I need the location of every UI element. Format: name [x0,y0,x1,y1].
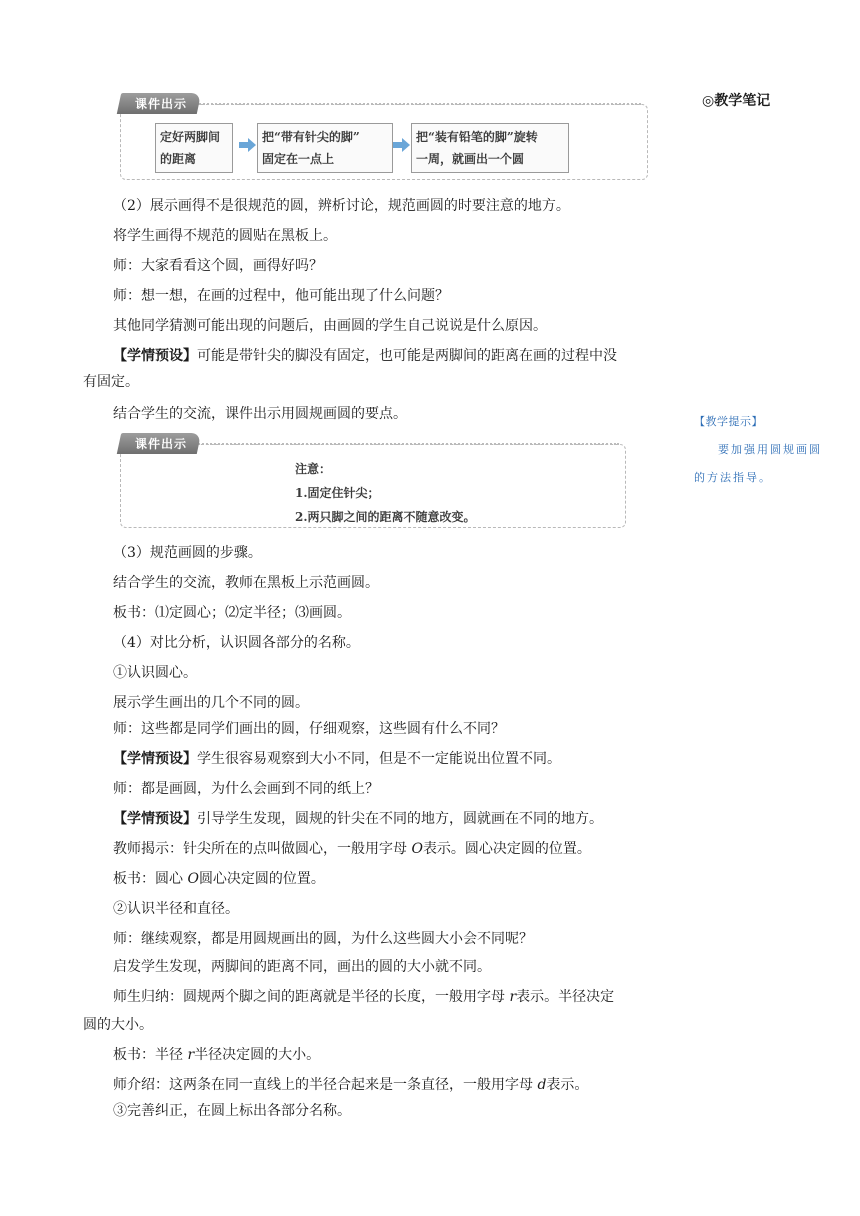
body-line: ①认识圆心。 [113,665,197,681]
courseware-tab [117,93,201,114]
step-box-1 [155,123,233,173]
courseware-tab-label: 课件出示 [135,437,188,451]
preset-tag: 【学情预设】 [113,811,197,827]
panel-divider [191,103,641,105]
body-line: 板书：⑴定圆心；⑵定半径；⑶画圆。 [113,605,351,621]
body-line: 圆的大小。 [83,1017,153,1033]
body-line: 结合学生的交流，教师在黑板上示范画圆。 [113,575,379,591]
body-line: 师介绍：这两条在同一直线上的半径合起来是一条直径，一般用字母 d表示。 [113,1077,589,1093]
teaching-tip [694,408,822,492]
body-line: 【学情预设】引导学生发现，圆规的针尖在不同的地方，圆就画在不同的地方。 [113,811,603,827]
body-line: 【学情预设】可能是带针尖的脚没有固定，也可能是两脚间的距离在画的过程中没 [113,348,617,364]
step-box-3 [411,123,569,173]
step-box-2 [257,123,393,173]
math-symbol: O [411,841,423,857]
step-1-line-2: 的距离 [160,152,197,166]
notice-line-3: 2.两只脚之间的距离不随意改变。 [295,510,476,524]
notice-line-1: 注意： [295,462,332,476]
step-2-line-1: 把“带有针尖的脚” [262,130,360,144]
step-3-line-2: 一周，就画出一个圆 [416,152,525,166]
preset-tag: 【学情预设】 [113,751,197,767]
courseware-panel-steps [120,97,648,180]
body-line: （4）对比分析，认识圆各部分的名称。 [113,635,360,651]
body-line: 将学生画得不规范的圆贴在黑板上。 [113,228,337,244]
courseware-tab-label: 课件出示 [135,97,188,111]
body-line: 【学情预设】学生很容易观察到大小不同，但是不一定能说出位置不同。 [113,751,561,767]
body-line: 师：大家看看这个圆，画得好吗？ [113,258,323,274]
body-line: ②认识半径和直径。 [113,901,239,917]
body-line: 教师揭示：针尖所在的点叫做圆心，一般用字母 O表示。圆心决定圆的位置。 [113,841,591,857]
body-line: 师：继续观察，都是用圆规画出的圆，为什么这些圆大小会不同呢？ [113,931,533,947]
panel-divider [191,443,619,445]
preset-tag: 【学情预设】 [113,348,197,364]
body-line: 板书：半径 r半径决定圆的大小。 [113,1047,321,1063]
body-line: 有固定。 [83,374,139,390]
math-symbol: r [187,1047,195,1063]
body-line: 师：想一想，在画的过程中，他可能出现了什么问题？ [113,288,449,304]
notice-text [295,457,476,529]
courseware-panel-notice [120,437,626,528]
teaching-tip-body: 要加强用圆规画圆的方法指导。 [694,443,822,484]
math-symbol: d [537,1077,547,1093]
body-line: 师：都是画圆，为什么会画到不同的纸上？ [113,781,379,797]
notice-line-2: 1.固定住针尖； [295,486,380,500]
body-line: 板书：圆心 O圆心决定圆的位置。 [113,871,325,887]
body-line: 师生归纳：圆规两个脚之间的距离就是半径的长度，一般用字母 r表示。半径决定 [113,989,615,1005]
body-line: 结合学生的交流，课件出示用圆规画圆的要点。 [113,406,407,422]
body-line: （2）展示画得不是很规范的圆，辨析讨论，规范画圆的时要注意的地方。 [113,198,570,214]
math-symbol: O [187,871,199,887]
body-line: 其他同学猜测可能出现的问题后，由画圆的学生自己说说是什么原因。 [113,318,547,334]
body-line: ③完善纠正，在圆上标出各部分名称。 [113,1103,351,1119]
step-1-line-1: 定好两脚间 [160,130,221,144]
courseware-tab [117,433,201,454]
step-2-line-2: 固定在一点上 [262,152,335,166]
teaching-tip-title: 【教学提示】 [694,415,763,428]
step-3-line-1: 把“装有铅笔的脚”旋转 [416,130,538,144]
teaching-notes-title: ◎教学笔记 [702,93,771,109]
body-line: 师：这些都是同学们画出的圆，仔细观察，这些圆有什么不同？ [113,721,505,737]
body-line: 启发学生发现，两脚间的距离不同，画出的圆的大小就不同。 [113,959,491,975]
body-line: （3）规范画圆的步骤。 [113,545,262,561]
math-symbol: r [509,989,517,1005]
body-line: 展示学生画出的几个不同的圆。 [113,695,309,711]
